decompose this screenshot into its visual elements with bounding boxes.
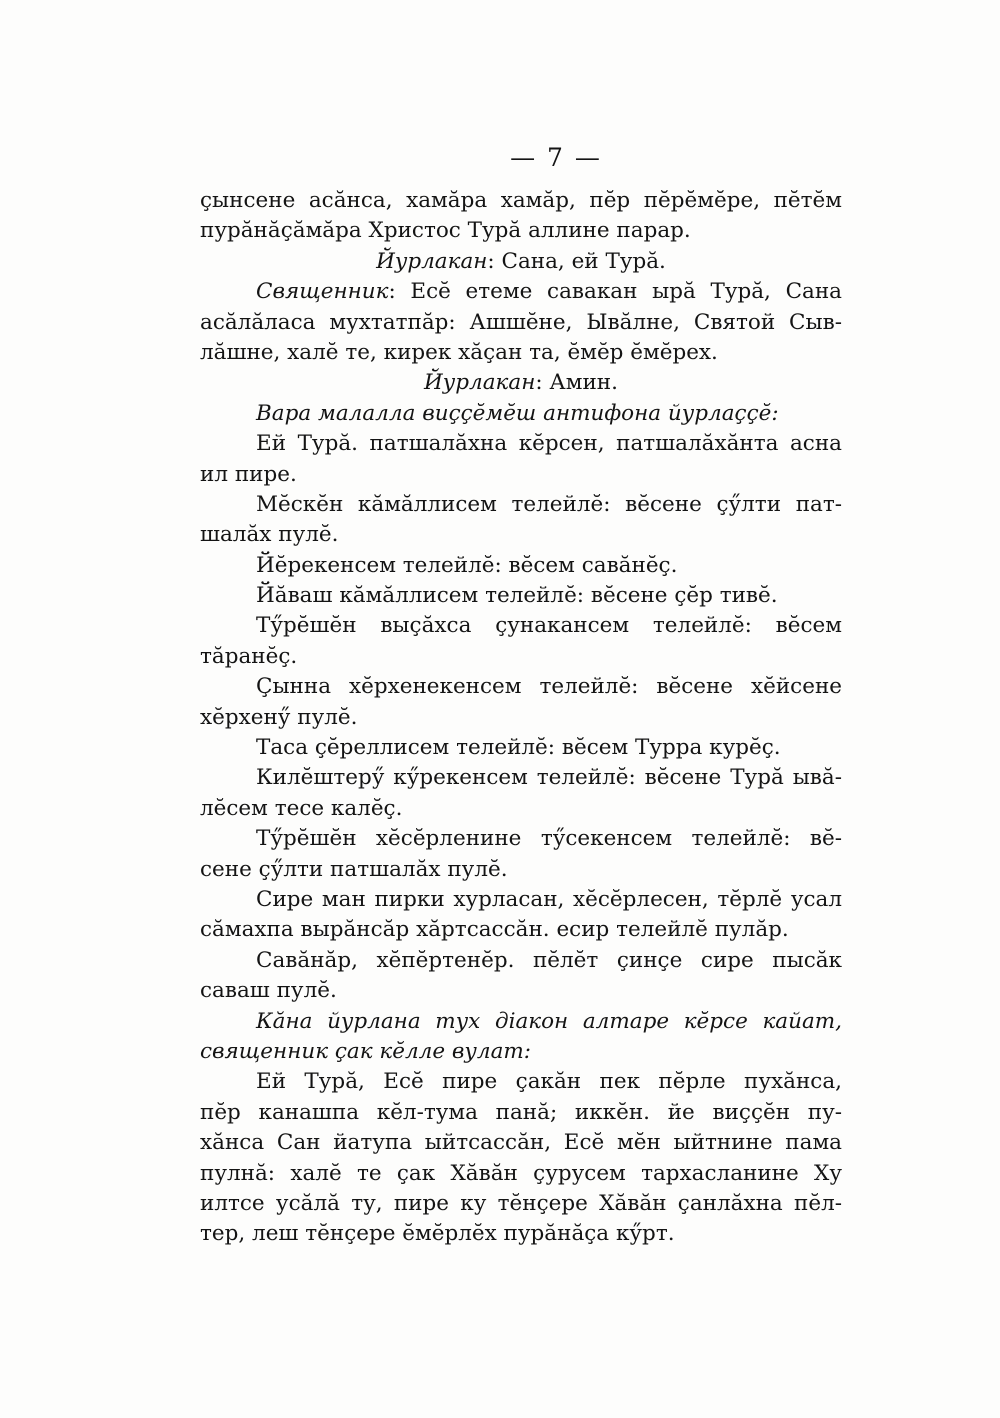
text-line: Тӳрӗшӗн выçӑхса çунакансем телейлӗ: вӗсем [256,613,842,639]
text-line: шалӑх пулӗ. [200,522,339,548]
response-text: : Сана, ей Турӑ. [487,248,666,274]
text-line: пӗр канашпа кӗл-тума панӑ; иккӗн. йе виççӗн пу- [200,1099,842,1125]
text-line: Килӗштерӳ кӳрекенсем телейлӗ: вӗсене Турӑ ывӑ- [256,765,842,791]
text-line: Мӗскӗн кӑмӑллисем телейлӗ: вӗсене çӳлти пат- [256,491,842,517]
text-line: саваш пулӗ. [200,978,337,1004]
text-line: Тӳрӗшӗн хӗсӗрленине тӳсекенсем телейлӗ: вӗ- [256,826,842,852]
text-line: хӗрхенӳ пулӗ. [200,704,358,730]
text-line: çынсене асӑнса, хамӑра хамӑр, пӗр пӗрӗмӗре, пӗтӗм [200,188,842,213]
rubric-line: священник çак кӗлле вулат: [200,1038,532,1064]
text-line: лӑшне, халӗ те, кирек хӑçан та, ӗмӗр ӗмӗрех. [200,339,718,365]
text-line: Çынна хӗрхенекенсем телейлӗ: вӗсене хӗйсене [256,674,842,700]
speaker-label: Священник [256,279,389,305]
text-line: Таса ҫӗреллисем телейлӗ: вӗсем Турра курӗç. [256,735,781,761]
text-line: асӑлӑласа мухтатпӑр: Ашшӗне, Ывӑлне, Святой Сыв- [200,309,842,335]
text-line: тер, леш тӗнҫере ӗмӗрлӗх пурӑнӑçа кӳрт. [200,1221,675,1247]
speaker-label: Йурлакан [424,370,536,396]
text-line: лӗсем тесе калӗç. [200,795,403,821]
priest-text: : Есӗ етеме савакан ырӑ Турӑ, Сана [388,279,842,305]
response-line [200,368,842,398]
page-number: — 7 — [510,143,602,172]
text-line: пулнӑ: халӗ те çак Хӑвӑн ҫурусем тархасланине Ху [200,1160,842,1186]
speaker-label: Йурлакан [376,248,488,274]
text-line: Йӑваш кӑмӑллисем телейлӗ: вӗсене çӗр тивӗ. [256,583,778,609]
response-line [200,247,842,277]
page-body [200,138,842,1250]
response-text: : Амин. [535,370,618,396]
text-line: илтсе усӑлӑ ту, пире ку тӗнҫере Хӑвӑн ҫанлӑхна пӗл- [200,1190,842,1216]
priest-line [200,277,842,307]
text-line: ил пире. [200,461,297,487]
text-line: тӑранӗç. [200,643,298,669]
text-line: сӑмахпа вырӑнсӑр хӑртсассӑн. есир телейлӗ пулӑр. [200,917,789,943]
text-line: Савӑнӑр, хӗпӗртенӗр. пӗлӗт çинҫе сире пысӑк [256,947,842,973]
text-line: сене çӳлти патшалӑх пулӗ. [200,856,508,882]
text-line: Йӗрекенсем телейлӗ: вӗсем савӑнӗç. [256,552,678,578]
rubric-line: Вара малалла виççӗмӗш антифона йурлаççӗ: [256,400,779,426]
rubric-line: Кӑна йурлана тух діакон алтаре кӗрсе кайат, [256,1008,842,1034]
text-line: хӑнса Сан йатупа ыйтсассӑн, Есӗ мӗн ыйтнине пама [200,1130,842,1156]
text-line: пурӑнӑçӑмӑра Христос Турӑ аллине парар. [200,218,691,244]
text-line: Ей Турӑ. патшалӑхна кӗрсен, патшалӑхӑнта асна [256,431,842,457]
text-line: Ей Турӑ, Есӗ пире çакӑн пек пӗрле пухӑнса, [256,1069,842,1095]
text-line: Сире ман пирки хурласан, хӗсӗрлесен, тӗрлӗ усал [256,886,842,912]
